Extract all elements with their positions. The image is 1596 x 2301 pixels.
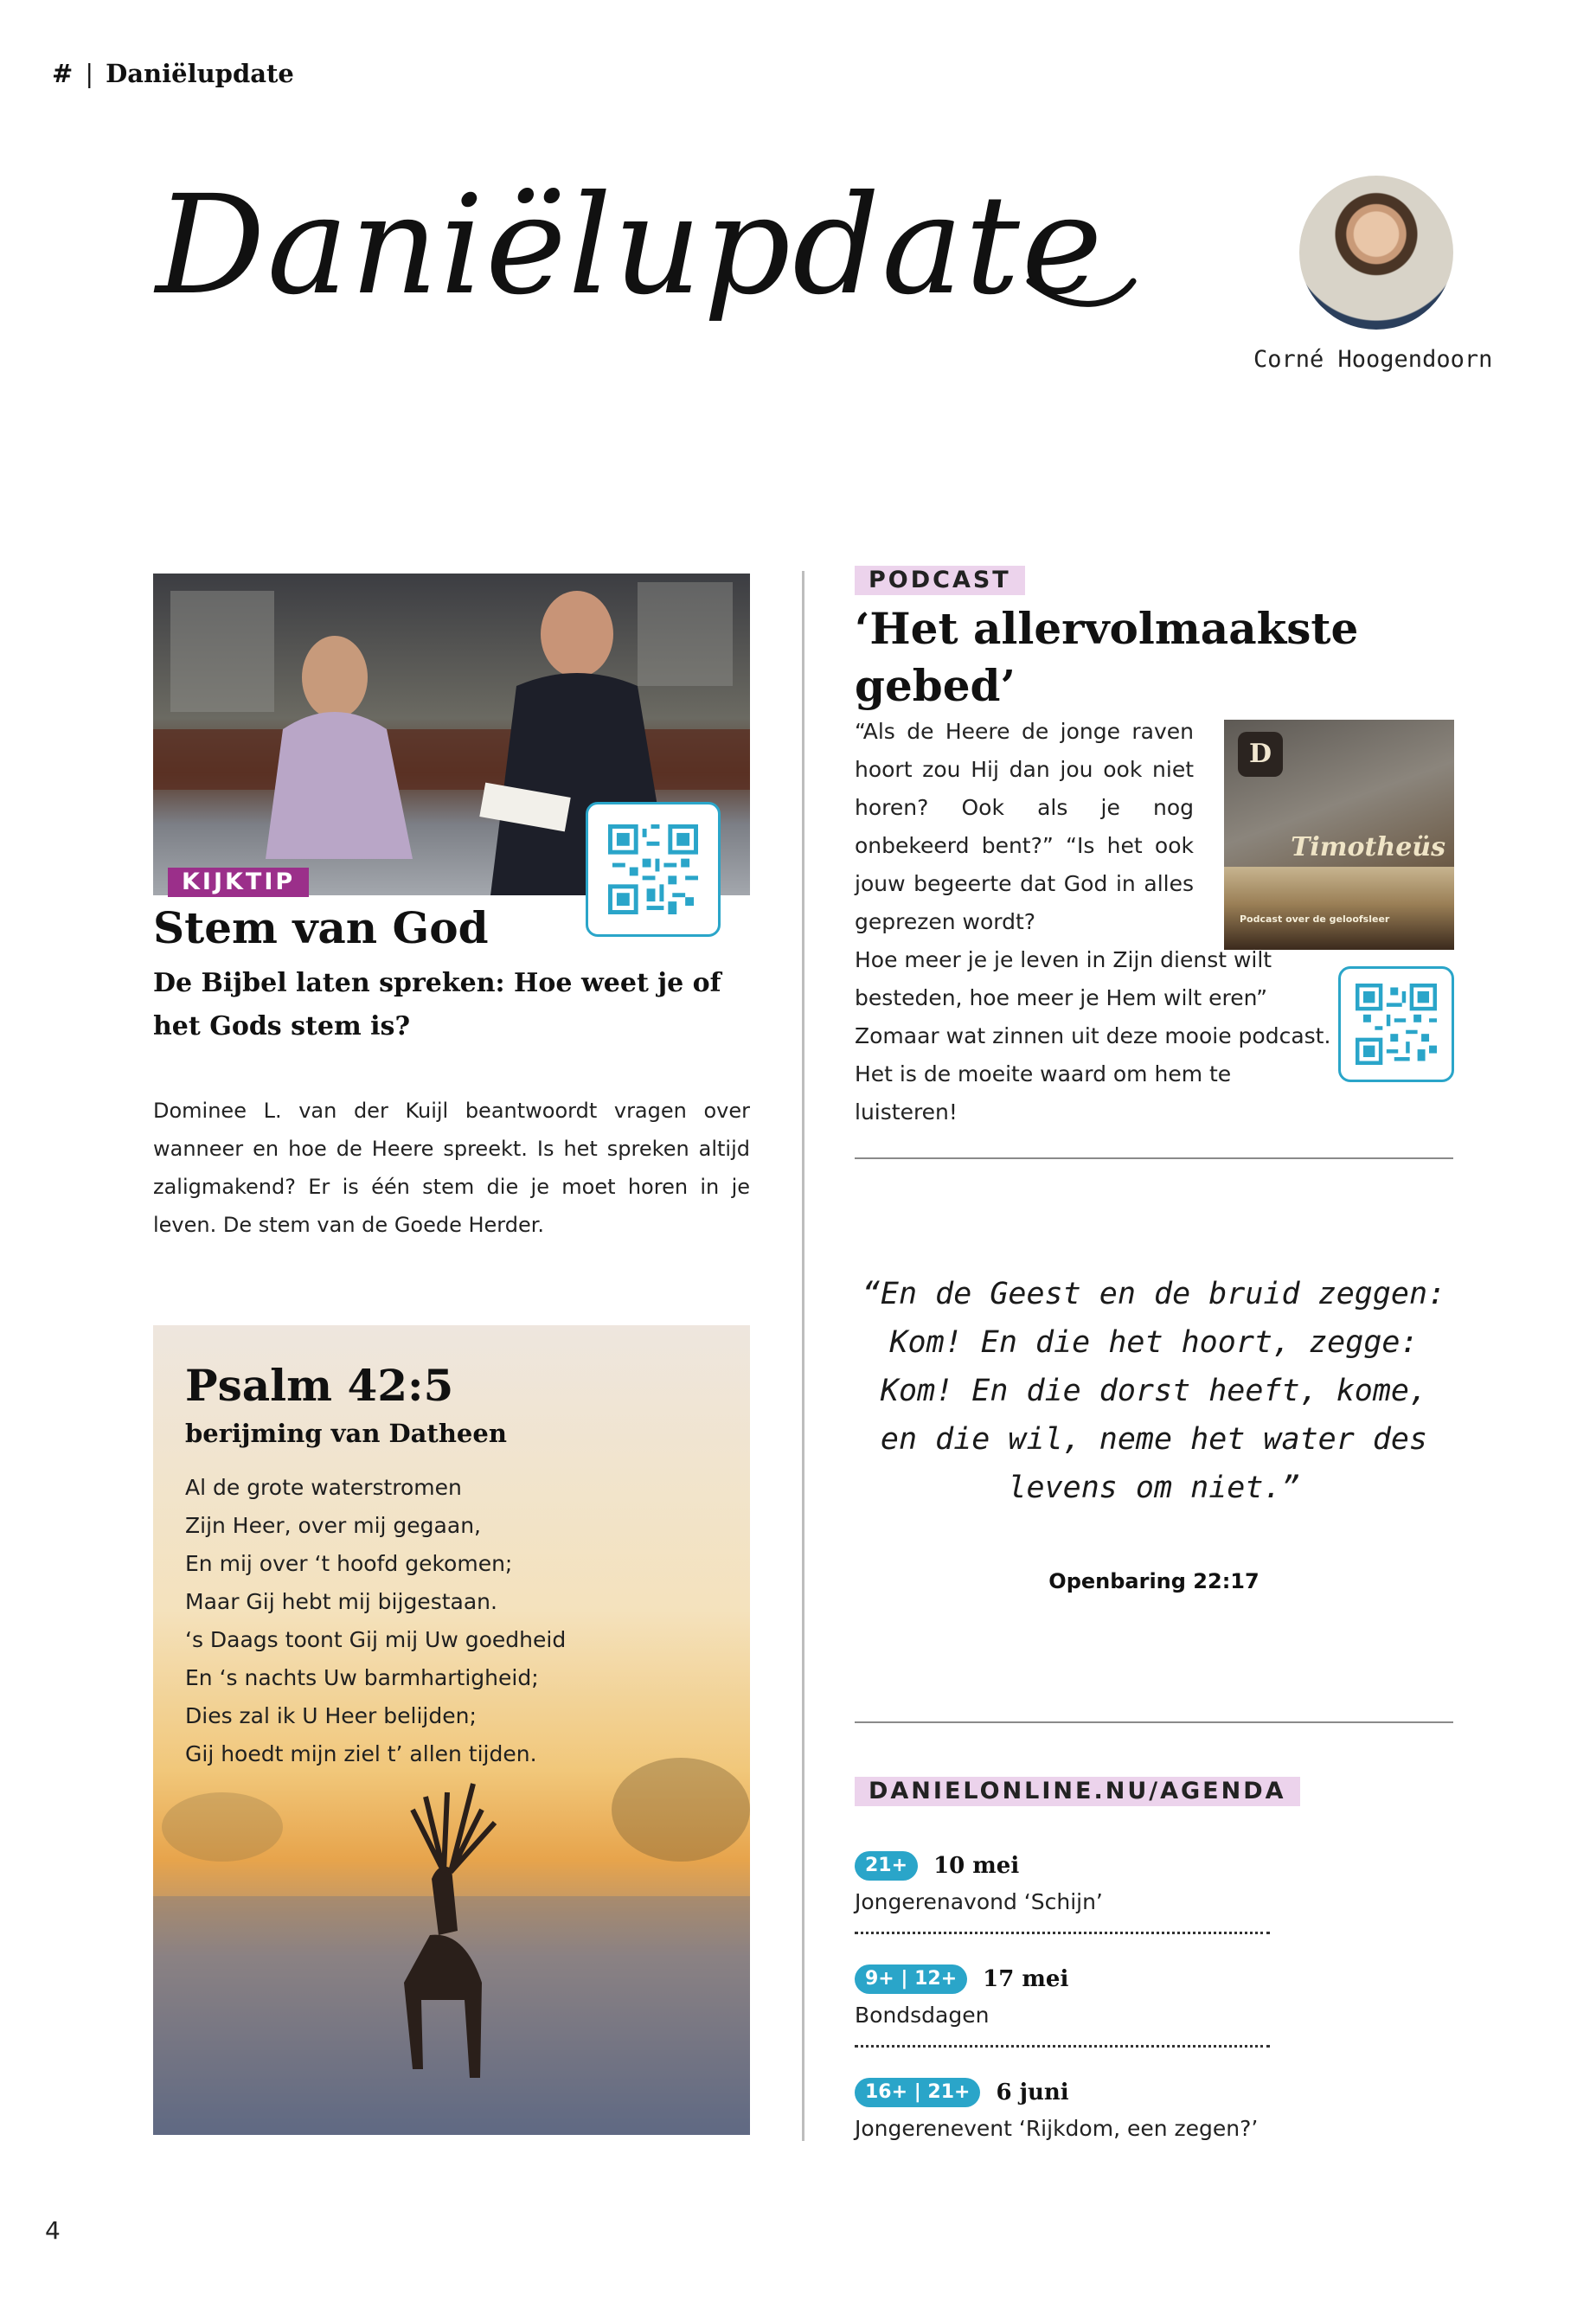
podcast-cover-caption: Podcast over de geloofsleer bbox=[1240, 913, 1390, 925]
psalm-line: En mij over ‘t hoofd gekomen; bbox=[185, 1551, 513, 1576]
kijktip-body-text: Dominee L. van der Kuijl beantwoordt vragen over wanneer en hoe de Heere spreekt. Is het spreken altijd zaligmakend? Er is één stem die je moet horen in je leven. De stem van de Goede Herder. bbox=[153, 1099, 750, 1237]
agenda-date: 10 mei bbox=[933, 1853, 1020, 1879]
podcast-tag: PODCAST bbox=[855, 566, 1025, 595]
agenda-tag[interactable]: DANIELONLINE.NU/AGENDA bbox=[855, 1777, 1300, 1806]
column-divider bbox=[802, 571, 804, 2141]
agenda-date: 6 juni bbox=[996, 2080, 1069, 2106]
agenda-event: Bondsdagen bbox=[855, 2003, 990, 2028]
podcast-cover-title: Timotheüs bbox=[1291, 832, 1445, 862]
psalm-title: Psalm 42:5 bbox=[185, 1360, 454, 1411]
age-badge: 9+ | 12+ bbox=[855, 1965, 967, 1994]
quote-reference: Openbaring 22:17 bbox=[1048, 1569, 1259, 1593]
podcast-logo: D bbox=[1238, 732, 1283, 777]
bible-quote: “En de Geest en de bruid zeggen: Kom! En die het hoort, zegge: Kom! En die dorst heeft, kome, en die wil, neme het water des levens om niet.” bbox=[862, 1277, 1446, 1505]
agenda-item[interactable] bbox=[855, 2078, 1270, 2141]
psalm-line: Zijn Heer, over mij gegaan, bbox=[185, 1513, 481, 1538]
book-illustration bbox=[1224, 867, 1454, 950]
qr-code-icon bbox=[1356, 984, 1437, 1065]
age-badge: 16+ | 21+ bbox=[855, 2078, 980, 2107]
podcast-body-text: Hoe meer je je leven in Zijn dienst wilt besteden, hoe meer je Hem wilt eren” Zomaar wat zinnen uit deze mooie podcast. Het is de moeite waard om hem te luisteren! bbox=[855, 947, 1331, 1125]
section-rule bbox=[855, 1157, 1453, 1159]
psalm-line: Gij hoedt mijn ziel t’ allen tijden. bbox=[185, 1741, 537, 1766]
psalm-verse bbox=[185, 1469, 566, 1773]
agenda-item[interactable] bbox=[855, 1851, 1270, 1934]
podcast-intro bbox=[855, 713, 1194, 941]
kijktip-tag: KIJKTIP bbox=[168, 868, 309, 897]
dotted-divider bbox=[855, 2045, 1270, 2048]
title-flourish bbox=[156, 166, 1142, 368]
psalm-line: ‘s Daags toont Gij mij Uw goedheid bbox=[185, 1627, 567, 1652]
author-avatar bbox=[1299, 176, 1453, 330]
podcast-qr-code[interactable] bbox=[1338, 966, 1454, 1082]
psalm-subtitle: berijming van Datheen bbox=[185, 1419, 507, 1448]
age-badge: 21+ bbox=[855, 1851, 918, 1881]
psalm-line: En ‘s nachts Uw barmhartigheid; bbox=[185, 1665, 539, 1690]
podcast-body bbox=[855, 941, 1335, 1131]
page-title: Daniëlupdate bbox=[156, 166, 1105, 325]
section-name: Daniëlupdate bbox=[106, 59, 294, 88]
dotted-divider bbox=[855, 1932, 1270, 1934]
kijktip-body bbox=[153, 1092, 750, 1244]
kijktip-qr-code[interactable] bbox=[586, 802, 721, 937]
psalm-line: Dies zal ik U Heer belijden; bbox=[185, 1703, 477, 1728]
agenda-event: Jongerenavond ‘Schijn’ bbox=[855, 1889, 1103, 1914]
running-head bbox=[52, 59, 294, 88]
psalm-line: Al de grote waterstromen bbox=[185, 1475, 462, 1500]
kijktip-title: Stem van God bbox=[153, 902, 489, 953]
qr-code-icon bbox=[608, 824, 698, 914]
podcast-intro-text: “Als de Heere de jonge raven hoort zou Hij dan jou ook niet horen? Ook als je nog onbekeerd bent?” “Is het ook jouw begeerte dat God in alles geprezen wordt? bbox=[855, 719, 1194, 934]
hash-mark: # bbox=[52, 59, 74, 88]
agenda-event: Jongerenevent ‘Rijkdom, een zegen?’ bbox=[855, 2116, 1259, 2141]
page-number: 4 bbox=[45, 2216, 61, 2245]
podcast-cover[interactable] bbox=[1224, 720, 1454, 950]
kijktip-subtitle: De Bijbel laten spreken: Hoe weet je of het Gods stem is? bbox=[153, 968, 721, 1042]
psalm-line: Maar Gij hebt mij bijgestaan. bbox=[185, 1589, 497, 1614]
podcast-title: ‘Het allervolmaakste gebed’ bbox=[855, 603, 1359, 711]
header-divider: | bbox=[85, 59, 94, 88]
section-rule bbox=[855, 1721, 1453, 1723]
author-name: Corné Hoogendoorn bbox=[1253, 346, 1493, 373]
agenda-item[interactable] bbox=[855, 1965, 1270, 2048]
agenda-date: 17 mei bbox=[983, 1966, 1069, 1992]
